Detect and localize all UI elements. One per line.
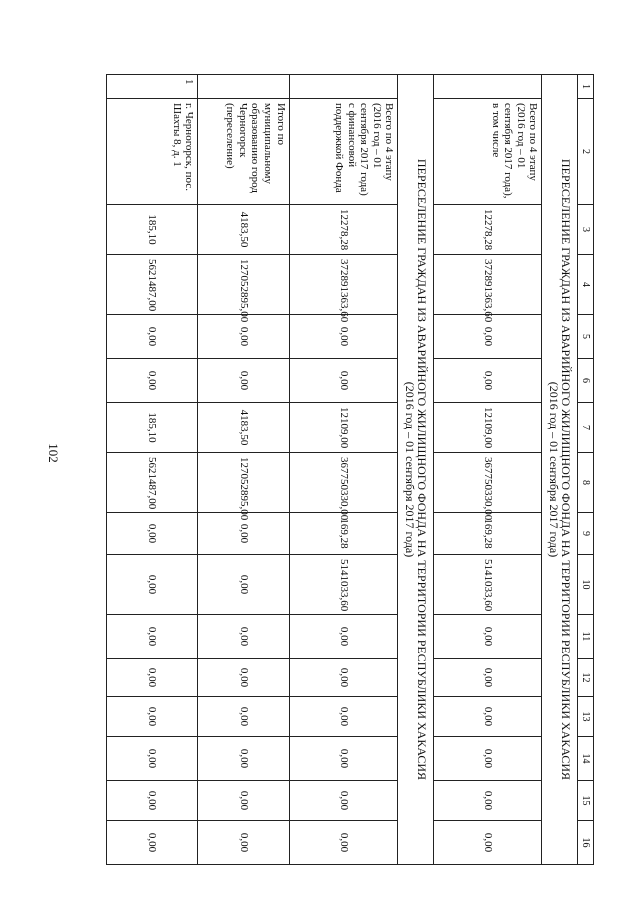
table-row xyxy=(433,75,542,865)
value-cell: 0,00 xyxy=(198,781,289,821)
value-cell: 0,00 xyxy=(433,615,542,659)
column-number: 15 xyxy=(577,781,593,821)
value-cell: 0,00 xyxy=(198,737,289,781)
column-number: 8 xyxy=(577,453,593,513)
column-number: 14 xyxy=(577,737,593,781)
table-row xyxy=(198,75,289,865)
value-cell: 367750330,00 xyxy=(289,453,398,513)
value-cell: 12109,00 xyxy=(433,403,542,453)
column-number: 3 xyxy=(577,205,593,255)
value-cell: 0,00 xyxy=(107,697,198,737)
section-period: (2016 год – 01 сентября 2017 года) xyxy=(402,381,417,558)
column-number: 11 xyxy=(577,615,593,659)
value-cell: 0,00 xyxy=(198,513,289,555)
value-cell: 0,00 xyxy=(198,555,289,615)
value-cell: 0,00 xyxy=(433,737,542,781)
value-cell: 0,00 xyxy=(198,315,289,359)
value-cell: 12278,28 xyxy=(433,205,542,255)
column-number: 12 xyxy=(577,659,593,697)
table-row xyxy=(107,75,198,865)
value-cell: 127052895,00 xyxy=(198,255,289,315)
column-number: 13 xyxy=(577,697,593,737)
value-cell: 0,00 xyxy=(433,315,542,359)
document-sheet xyxy=(106,74,594,864)
resettlement-table xyxy=(106,74,594,865)
value-cell: 127052895,00 xyxy=(198,453,289,513)
value-cell: 372891363,60 xyxy=(289,255,398,315)
value-cell: 0,00 xyxy=(289,615,398,659)
value-cell: 0,00 xyxy=(289,781,398,821)
value-cell: 169,28 xyxy=(289,513,398,555)
value-cell: 0,00 xyxy=(107,821,198,865)
value-cell: 372891363,60 xyxy=(433,255,542,315)
page-number: 102 xyxy=(46,443,61,463)
value-cell: 12109,00 xyxy=(289,403,398,453)
value-cell: 0,00 xyxy=(289,315,398,359)
value-cell: 0,00 xyxy=(198,697,289,737)
column-number: 16 xyxy=(577,821,593,865)
column-number: 4 xyxy=(577,255,593,315)
value-cell: 0,00 xyxy=(198,659,289,697)
column-number: 10 xyxy=(577,555,593,615)
column-number-row xyxy=(577,75,593,865)
row-number-cell: 1 xyxy=(107,75,198,99)
value-cell: 0,00 xyxy=(433,659,542,697)
value-cell: 0,00 xyxy=(289,737,398,781)
row-number-cell xyxy=(433,75,542,99)
value-cell: 0,00 xyxy=(289,697,398,737)
table-row xyxy=(289,75,398,865)
row-name-cell: г. Черногорск, пос. Шахты 8, д. 1 xyxy=(107,99,198,205)
rotated-table-container xyxy=(106,74,594,864)
value-cell: 0,00 xyxy=(433,697,542,737)
section-title: ПЕРЕСЕЛЕНИЕ ГРАЖДАН ИЗ АВАРИЙНОГО ЖИЛИЩНОГО ФОНДА НА ТЕРРИТОРИИ РЕСПУБЛИКИ ХАКАСИЯ xyxy=(559,158,574,781)
value-cell: 0,00 xyxy=(107,555,198,615)
row-name-cell: Всего по 4 этапу (2016 год – 01 сентября 2017 года) с финансовой поддержкой Фонда xyxy=(289,99,398,205)
section-header xyxy=(542,75,577,865)
section-title: ПЕРЕСЕЛЕНИЕ ГРАЖДАН ИЗ АВАРИЙНОГО ЖИЛИЩНОГО ФОНДА НА ТЕРРИТОРИИ РЕСПУБЛИКИ ХАКАСИЯ xyxy=(415,158,430,781)
value-cell: 0,00 xyxy=(289,821,398,865)
value-cell: 169,28 xyxy=(433,513,542,555)
value-cell: 0,00 xyxy=(433,781,542,821)
value-cell: 367750330,00 xyxy=(433,453,542,513)
row-name-cell: Итого по муниципальному образованию город Черногорск (переселение) xyxy=(198,99,289,205)
value-cell: 0,00 xyxy=(289,359,398,403)
value-cell: 0,00 xyxy=(107,359,198,403)
value-cell: 0,00 xyxy=(107,513,198,555)
value-cell: 5621487,00 xyxy=(107,453,198,513)
value-cell: 0,00 xyxy=(289,659,398,697)
value-cell: 5141033,60 xyxy=(433,555,542,615)
value-cell: 0,00 xyxy=(198,615,289,659)
section-header xyxy=(398,75,433,865)
column-number: 7 xyxy=(577,403,593,453)
value-cell: 0,00 xyxy=(107,315,198,359)
value-cell: 185,10 xyxy=(107,403,198,453)
value-cell: 0,00 xyxy=(433,359,542,403)
value-cell: 0,00 xyxy=(107,781,198,821)
value-cell: 0,00 xyxy=(107,615,198,659)
value-cell: 4183,50 xyxy=(198,403,289,453)
value-cell: 185,10 xyxy=(107,205,198,255)
row-number-cell xyxy=(198,75,289,99)
value-cell: 0,00 xyxy=(107,659,198,697)
row-name-cell: Всего по 4 этапу (2016 год – 01 сентября 2017 года), в том числе xyxy=(433,99,542,205)
section-header-row xyxy=(398,75,433,865)
value-cell: 0,00 xyxy=(198,821,289,865)
value-cell: 0,00 xyxy=(433,821,542,865)
value-cell: 4183,50 xyxy=(198,205,289,255)
value-cell: 5621487,00 xyxy=(107,255,198,315)
value-cell: 0,00 xyxy=(107,737,198,781)
column-number: 6 xyxy=(577,359,593,403)
value-cell: 12278,28 xyxy=(289,205,398,255)
value-cell: 0,00 xyxy=(198,359,289,403)
column-number: 5 xyxy=(577,315,593,359)
value-cell: 5141033,60 xyxy=(289,555,398,615)
column-number: 1 xyxy=(577,75,593,99)
section-period: (2016 год – 01 сентября 2017 года) xyxy=(546,381,561,558)
section-header-row xyxy=(542,75,577,865)
column-number: 9 xyxy=(577,513,593,555)
column-number: 2 xyxy=(577,99,593,205)
row-number-cell xyxy=(289,75,398,99)
